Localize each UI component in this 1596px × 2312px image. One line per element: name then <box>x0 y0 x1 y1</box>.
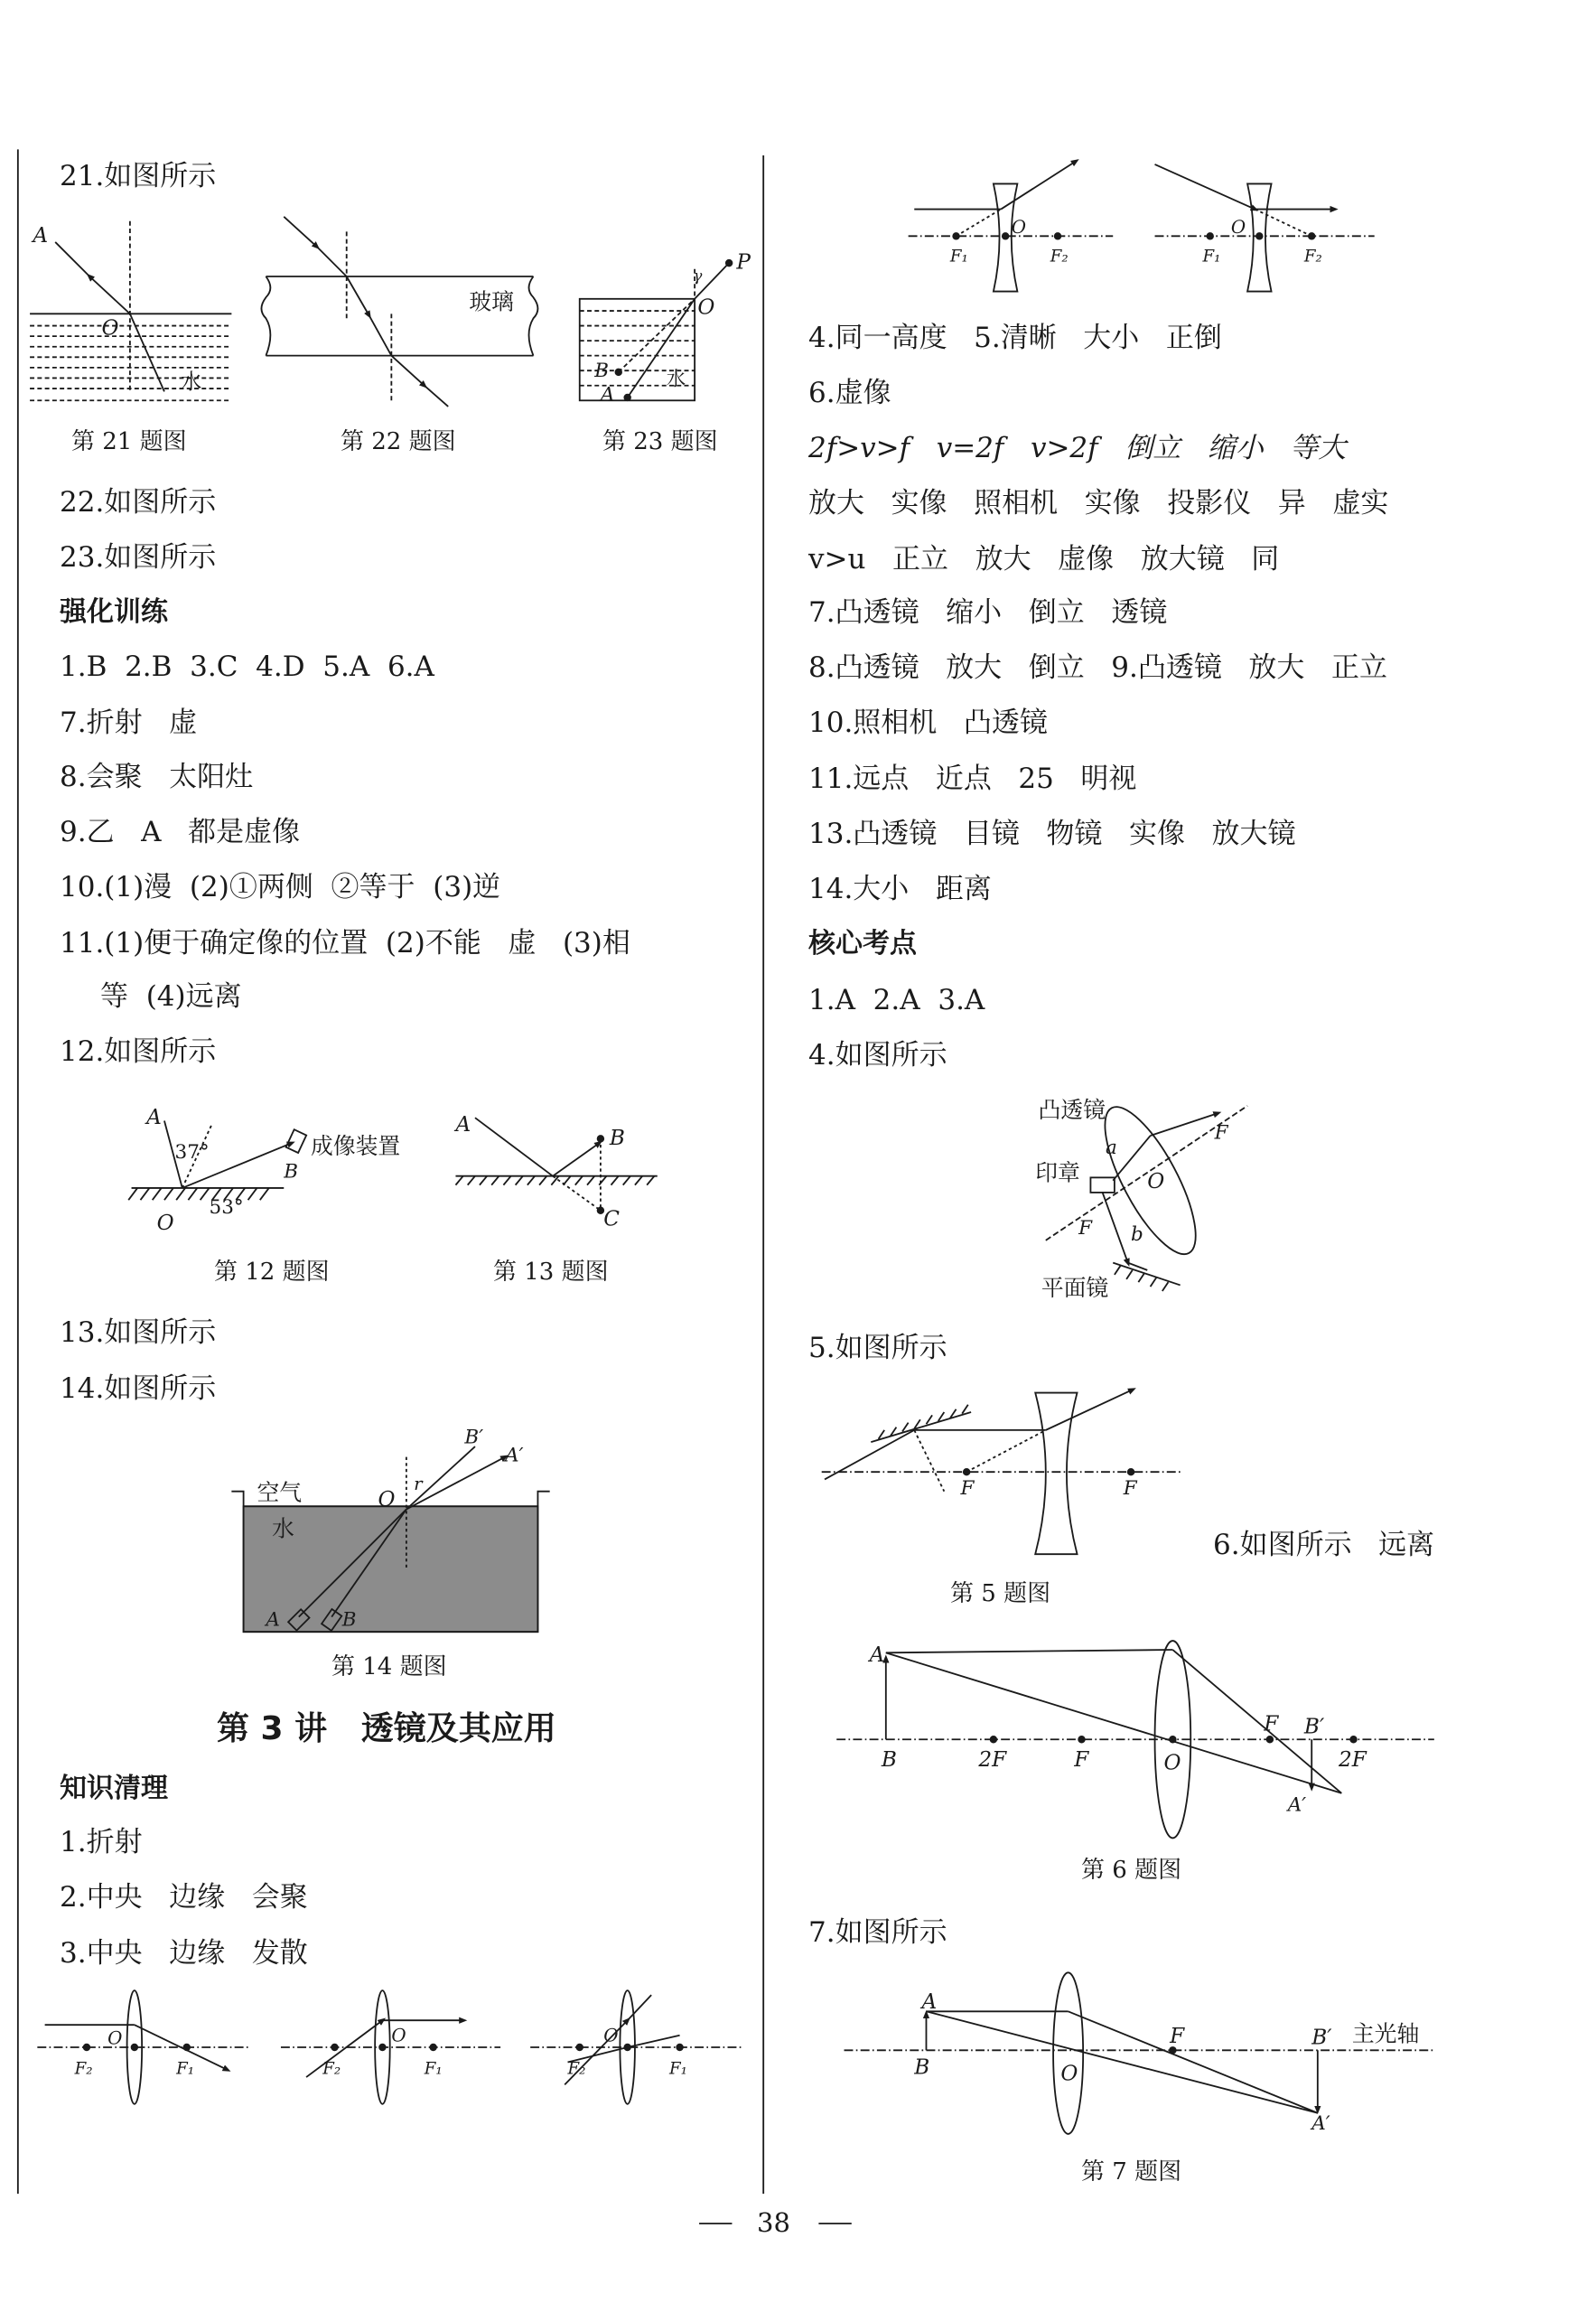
svg-text:凸透镜: 凸透镜 <box>1038 1097 1106 1124</box>
svg-text:A′: A′ <box>1287 1793 1307 1817</box>
svg-text:F₂: F₂ <box>567 2059 586 2079</box>
svg-text:2F: 2F <box>1338 1748 1367 1773</box>
svg-text:O: O <box>603 2025 619 2046</box>
svg-text:A: A <box>146 1105 162 1129</box>
svg-text:C: C <box>603 1207 620 1231</box>
svg-text:水: 水 <box>272 1515 294 1542</box>
svg-text:O: O <box>697 295 715 320</box>
answer-r11: 11.远点 近点 25 明视 <box>808 763 1137 795</box>
answer-s13: 13.如图所示 <box>60 1316 217 1349</box>
svg-text:r: r <box>414 1474 423 1495</box>
svg-text:53°: 53° <box>209 1196 244 1220</box>
svg-text:平面镜: 平面镜 <box>1041 1275 1109 1302</box>
caption-fig-13: 第 13 题图 <box>493 1259 609 1286</box>
svg-text:F: F <box>1123 1477 1137 1500</box>
svg-text:F₂: F₂ <box>322 2059 341 2079</box>
svg-text:F₁: F₁ <box>949 247 968 267</box>
svg-text:A: A <box>33 223 49 248</box>
svg-text:F: F <box>1264 1712 1279 1736</box>
answer-c7: 7.如图所示 <box>808 1916 947 1949</box>
caption-fig-5: 第 5 题图 <box>950 1580 1051 1607</box>
convex-lens-diagram-1 <box>37 1990 251 2104</box>
answer-r7: 7.凸透镜 缩小 倒立 透镜 <box>808 596 1168 629</box>
svg-text:a: a <box>1105 1136 1117 1159</box>
svg-text:2F: 2F <box>978 1748 1007 1773</box>
answer-r6-line2: 2f>v>f v=2f v>2f 倒立 缩小 等大 <box>808 432 1347 464</box>
svg-text:A: A <box>455 1113 471 1137</box>
figure-core-7 <box>845 1972 1434 2135</box>
svg-text:F₂: F₂ <box>1050 247 1069 267</box>
answer-s8: 8.会聚 太阳灶 <box>60 761 254 793</box>
svg-text:A′: A′ <box>1311 2111 1330 2135</box>
concave-lens-diagram-1 <box>909 162 1114 292</box>
figure-14 <box>231 1427 549 1632</box>
svg-text:B′: B′ <box>1311 2026 1332 2050</box>
answer-r6-line4: v>u 正立 放大 虚像 放大镜 同 <box>808 543 1280 576</box>
svg-text:O: O <box>391 2025 406 2046</box>
svg-text:O: O <box>378 1488 396 1512</box>
convex-lens-diagram-2 <box>281 1990 500 2104</box>
svg-text:O: O <box>1147 1169 1165 1193</box>
answer-c4: 4.如图所示 <box>808 1039 947 1072</box>
answer-s14: 14.如图所示 <box>60 1372 217 1405</box>
svg-text:B′: B′ <box>464 1426 484 1449</box>
figure-21 <box>30 221 231 400</box>
svg-text:成像装置: 成像装置 <box>311 1132 401 1159</box>
svg-text:O: O <box>1011 217 1027 239</box>
svg-text:F: F <box>1214 1121 1228 1145</box>
answer-r8-9: 8.凸透镜 放大 倒立 9.凸透镜 放大 正立 <box>808 651 1387 684</box>
caption-fig-21: 第 21 题图 <box>71 428 187 455</box>
answer-22: 22.如图所示 <box>60 486 217 519</box>
answer-k3: 3.中央 边缘 发散 <box>60 1937 308 1970</box>
caption-fig-22: 第 22 题图 <box>341 428 456 455</box>
figure-13 <box>453 1113 657 1231</box>
caption-fig-6: 第 6 题图 <box>1081 1857 1182 1884</box>
concave-lens-diagram-2 <box>1155 164 1375 292</box>
answer-r4-5: 4.同一高度 5.清晰 大小 正倒 <box>808 322 1222 354</box>
answer-s9: 9.乙 A 都是虚像 <box>60 816 301 848</box>
answer-c6: 6.如图所示 远离 <box>1213 1529 1435 1561</box>
svg-text:F₁: F₁ <box>424 2059 443 2079</box>
svg-text:37°: 37° <box>174 1140 210 1164</box>
svg-text:F₁: F₁ <box>1202 247 1221 267</box>
answer-r14: 14.大小 距离 <box>808 873 992 905</box>
answer-r6-line3: 放大 实像 照相机 实像 投影仪 异 虚实 <box>808 487 1389 519</box>
svg-text:F₂: F₂ <box>1303 247 1322 267</box>
figure-22 <box>261 217 537 407</box>
svg-text:γ: γ <box>693 267 703 285</box>
svg-text:B: B <box>284 1160 299 1184</box>
svg-text:F: F <box>1074 1748 1089 1773</box>
answer-r6: 6.虚像 <box>808 377 891 409</box>
svg-text:印章: 印章 <box>1035 1159 1080 1186</box>
answer-k1: 1.折射 <box>60 1826 143 1858</box>
svg-text:水: 水 <box>181 370 202 395</box>
lecture-title: 第 3 讲 透镜及其应用 <box>217 1710 556 1747</box>
svg-text:A′: A′ <box>505 1444 524 1467</box>
svg-text:O: O <box>156 1212 174 1236</box>
answer-s7: 7.折射 虚 <box>60 707 198 739</box>
answer-k2: 2.中央 边缘 会聚 <box>60 1881 308 1914</box>
svg-text:A: A <box>869 1643 885 1668</box>
svg-text:F: F <box>960 1477 975 1500</box>
answer-s10: 10.(1)漫 (2)①两侧 ②等于 (3)逆 <box>60 871 501 903</box>
figure-12 <box>128 1106 400 1235</box>
answer-s11-cont: 等 (4)远离 <box>100 980 242 1013</box>
figure-core-6 <box>836 1641 1434 1838</box>
answer-r13: 13.凸透镜 目镜 物镜 实像 放大镜 <box>808 818 1296 850</box>
answer-c5: 5.如图所示 <box>808 1332 947 1364</box>
caption-fig-12: 第 12 题图 <box>214 1259 330 1286</box>
answer-23: 23.如图所示 <box>60 541 217 574</box>
svg-text:F₂: F₂ <box>74 2059 93 2079</box>
figure-23 <box>580 251 751 407</box>
svg-text:玻璃: 玻璃 <box>469 288 514 315</box>
svg-text:P: P <box>736 250 751 275</box>
svg-text:F₁: F₁ <box>668 2059 687 2079</box>
svg-text:空气: 空气 <box>257 1479 303 1506</box>
answer-21: 21.如图所示 <box>60 160 217 192</box>
svg-text:B: B <box>594 359 610 382</box>
answer-c1-3: 1.A 2.A 3.A <box>808 984 985 1016</box>
svg-text:水: 水 <box>666 368 686 391</box>
svg-text:O: O <box>1163 1751 1181 1775</box>
svg-text:B: B <box>881 1748 897 1773</box>
svg-text:B′: B′ <box>1303 1715 1325 1739</box>
section-heading-core: 核心考点 <box>808 928 917 959</box>
svg-text:O: O <box>107 2027 123 2049</box>
answer-s11: 11.(1)便于确定像的位置 (2)不能 虚 (3)相 <box>60 927 630 959</box>
svg-text:F: F <box>1170 2025 1185 2049</box>
convex-lens-diagram-3 <box>530 1990 744 2104</box>
svg-text:B: B <box>914 2055 930 2080</box>
answer-r10: 10.照相机 凸透镜 <box>808 707 1048 739</box>
svg-text:主光轴: 主光轴 <box>1351 2020 1420 2047</box>
caption-fig-7: 第 7 题图 <box>1081 2158 1182 2186</box>
svg-text:B: B <box>609 1126 625 1150</box>
svg-text:A: A <box>266 1608 280 1632</box>
caption-fig-14: 第 14 题图 <box>331 1653 447 1680</box>
answer-s12: 12.如图所示 <box>60 1035 217 1068</box>
section-heading-knowledge: 知识清理 <box>60 1773 168 1804</box>
caption-fig-23: 第 23 题图 <box>602 428 718 455</box>
figure-core-5 <box>822 1390 1181 1554</box>
svg-text:B: B <box>341 1608 357 1632</box>
answer-s1-6: 1.B 2.B 3.C 4.D 5.A 6.A <box>60 651 434 683</box>
svg-text:F: F <box>1078 1217 1093 1240</box>
svg-text:A: A <box>600 383 615 407</box>
figure-core-4 <box>1035 1095 1247 1301</box>
svg-text:O: O <box>101 316 119 341</box>
svg-text:O: O <box>1230 217 1246 239</box>
page-number: 38 <box>757 2207 790 2238</box>
svg-text:A: A <box>921 1989 938 2014</box>
svg-text:b: b <box>1131 1222 1143 1246</box>
svg-text:O: O <box>1060 2062 1078 2086</box>
section-heading-strengthen: 强化训练 <box>60 596 168 628</box>
svg-text:F₁: F₁ <box>176 2059 195 2079</box>
